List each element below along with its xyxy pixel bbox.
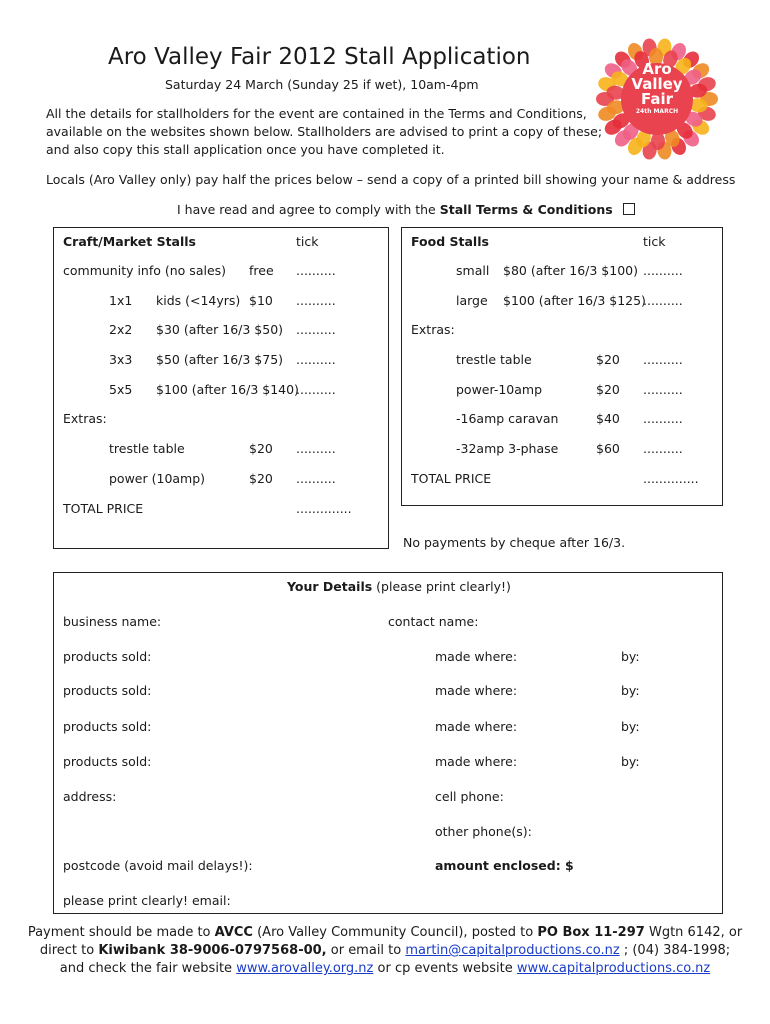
craft-size-2x2: 2x2 (109, 322, 133, 337)
page-title: Aro Valley Fair 2012 Stall Application (108, 44, 531, 70)
footer-text: (Aro Valley Community Council), posted to (252, 925, 538, 940)
craft-size-5x5: 5x5 (109, 382, 133, 397)
craft-tick-3x3[interactable]: .......... (296, 352, 336, 367)
craft-total-field[interactable]: .............. (296, 501, 352, 516)
food-tick-header: tick (643, 234, 666, 249)
business-name-field[interactable]: business name: (63, 614, 162, 629)
bank-account: Kiwibank 38-9006-0797568-00, (98, 943, 327, 958)
arovalley-website-link[interactable]: www.arovalley.org.nz (236, 961, 374, 976)
made-where-field-2[interactable]: made where: (435, 683, 518, 698)
intro-line-1: All the details for stallholders for the event are contained in the Terms and Conditions, (46, 106, 587, 121)
food-extra-trestle-label: trestle table (456, 352, 532, 367)
fair-logo (596, 38, 718, 160)
cell-phone-field[interactable]: cell phone: (435, 789, 504, 804)
agree-line (177, 202, 635, 217)
logo-text-fair: Fair (640, 90, 674, 108)
food-desc-small: $80 (after 16/3 $100) (503, 263, 638, 278)
food-extra-power-price: $20 (596, 382, 620, 397)
footer-text: direct to (39, 943, 99, 958)
food-extra-trestle-price: $20 (596, 352, 620, 367)
products-sold-field-3[interactable]: products sold: (63, 719, 152, 734)
food-extra-16amp-price: $40 (596, 411, 620, 426)
postcode-field[interactable]: postcode (avoid mail delays!): (63, 858, 253, 873)
email-link[interactable]: martin@capitalproductions.co.nz (405, 943, 620, 958)
details-heading-note: (please print clearly!) (372, 579, 511, 594)
footer-text: Payment should be made to (27, 925, 215, 940)
craft-extra-trestle-label: trestle table (109, 441, 185, 456)
craft-total-label: TOTAL PRICE (63, 501, 144, 516)
craft-extra-power-price: $20 (249, 471, 273, 486)
craft-desc-1x1: kids (<14yrs) (156, 293, 241, 308)
craft-tick-5x5[interactable]: .......... (296, 382, 336, 397)
community-info-label: community info (no sales) (63, 263, 227, 278)
food-heading: Food Stalls (411, 234, 489, 249)
phone-text: ; (04) 384-1998; (619, 943, 731, 958)
community-info-tick[interactable]: .......... (296, 263, 336, 278)
craft-tick-2x2[interactable]: .......... (296, 322, 336, 337)
craft-size-3x3: 3x3 (109, 352, 133, 367)
capitalproductions-website-link[interactable]: www.capitalproductions.co.nz (516, 961, 711, 976)
made-by-field-1[interactable]: by: (621, 649, 640, 664)
agree-checkbox[interactable] (623, 203, 635, 215)
made-by-field-4[interactable]: by: (621, 754, 640, 769)
po-box: PO Box 11-297 (537, 925, 645, 940)
made-where-field-1[interactable]: made where: (435, 649, 518, 664)
contact-name-field[interactable]: contact name: (388, 614, 479, 629)
locals-note: Locals (Aro Valley only) pay half the prices below – send a copy of a printed bill showing your name & address (46, 172, 736, 187)
craft-desc-3x3: $50 (after 16/3 $75) (156, 352, 284, 367)
craft-extra-power-tick[interactable]: .......... (296, 471, 336, 486)
food-tick-small[interactable]: .......... (643, 263, 683, 278)
craft-extra-trestle-price: $20 (249, 441, 273, 456)
food-extra-power-tick[interactable]: .......... (643, 382, 683, 397)
craft-tick-1x1[interactable]: .......... (296, 293, 336, 308)
food-extra-16amp-tick[interactable]: .......... (643, 411, 683, 426)
food-extra-power-label: power-10amp (456, 382, 543, 397)
food-extra-trestle-tick[interactable]: .......... (643, 352, 683, 367)
footer-text: or cp events website (373, 961, 517, 976)
address-field[interactable]: address: (63, 789, 117, 804)
intro-line-2: available on the websites shown below. Stallholders are advised to print a copy of these; (46, 124, 603, 139)
products-sold-field-2[interactable]: products sold: (63, 683, 152, 698)
food-size-large: large (456, 293, 488, 308)
craft-extras-label: Extras: (63, 411, 107, 426)
logo-date: 24th MARCH (635, 108, 679, 115)
event-date: Saturday 24 March (Sunday 25 if wet), 10am-4pm (165, 77, 479, 92)
food-desc-large: $100 (after 16/3 $125) (503, 293, 646, 308)
footer-line-1 (0, 924, 770, 942)
footer-text: Wgtn 6142, or (644, 925, 743, 940)
food-tick-large[interactable]: .......... (643, 293, 683, 308)
food-total-field[interactable]: .............. (643, 471, 699, 486)
food-extra-32amp-tick[interactable]: .......... (643, 441, 683, 456)
food-size-small: small (456, 263, 490, 278)
craft-size-1x1: 1x1 (109, 293, 133, 308)
made-by-field-2[interactable]: by: (621, 683, 640, 698)
details-heading-bold: Your Details (287, 579, 373, 594)
footer-text: and check the fair website (59, 961, 237, 976)
community-info-price: free (249, 263, 274, 278)
footer-text: or email to (326, 943, 406, 958)
craft-tick-header: tick (296, 234, 319, 249)
no-cheque-note: No payments by cheque after 16/3. (403, 535, 626, 550)
craft-heading: Craft/Market Stalls (63, 234, 196, 249)
payee-name: AVCC (214, 925, 253, 940)
email-field[interactable]: please print clearly! email: (63, 893, 231, 908)
craft-desc-2x2: $30 (after 16/3 $50) (156, 322, 284, 337)
footer-line-2 (0, 942, 770, 960)
craft-extra-power-label: power (10amp) (109, 471, 206, 486)
footer-line-3 (0, 960, 770, 978)
made-where-field-4[interactable]: made where: (435, 754, 518, 769)
amount-enclosed-field[interactable]: amount enclosed: $ (435, 858, 574, 873)
made-where-field-3[interactable]: made where: (435, 719, 518, 734)
food-extras-label: Extras: (411, 322, 455, 337)
craft-extra-trestle-tick[interactable]: .......... (296, 441, 336, 456)
products-sold-field-4[interactable]: products sold: (63, 754, 152, 769)
made-by-field-3[interactable]: by: (621, 719, 640, 734)
details-heading (287, 579, 511, 594)
terms-link: Stall Terms & Conditions (439, 202, 613, 217)
food-extra-32amp-label: -32amp 3-phase (456, 441, 559, 456)
food-total-label: TOTAL PRICE (411, 471, 492, 486)
logo-text-valley: Valley (631, 75, 683, 93)
intro-line-3: and also copy this stall application once you have completed it. (46, 142, 445, 157)
agree-text: I have read and agree to comply with the (177, 202, 436, 217)
food-extra-32amp-price: $60 (596, 441, 620, 456)
products-sold-field-1[interactable]: products sold: (63, 649, 152, 664)
other-phone-field[interactable]: other phone(s): (435, 824, 532, 839)
logo-text-aro: Aro (642, 60, 672, 78)
craft-price-1x1: $10 (249, 293, 273, 308)
craft-desc-5x5: $100 (after 16/3 $140) (156, 382, 299, 397)
food-extra-16amp-label: -16amp caravan (456, 411, 559, 426)
